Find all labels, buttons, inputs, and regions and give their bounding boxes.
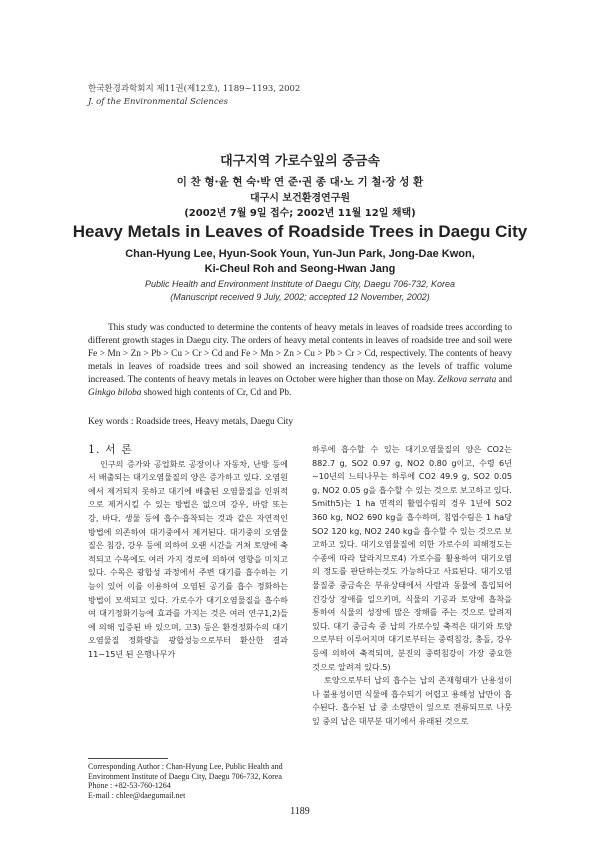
journal-name-en: J. of the Environmental Sciences (88, 97, 229, 107)
authors-english (0, 247, 600, 277)
right-column (312, 443, 512, 728)
keywords: Key words : Roadside trees, Heavy metals, Daegu City (88, 417, 293, 427)
abstract (88, 322, 512, 401)
footnote-rule (88, 758, 168, 759)
species-zelkova: Zelkova serrata (437, 375, 497, 386)
intro-paragraph-1: 인구의 증가와 공업화로 공장이나 자동차, 난방 등에서 배출되는 대기오염물질의 양은 증가하고 있다. 오염원에서 제거되지 못하고 대기에 배출된 오염물질을 인위적으로 제거시킬 수 있는 방법은 없으며 강우, 바람 또는 강, 바다, 생물 등에 흡수·흡착되는 것과 같은 자연적인 방법에 의존하여 대기중에서 제거된다. 대기중의 오염물질은 침강, 강우 등에 의하여 오랜 시간을 거쳐 토양에 축적되고 수목에도 여러 가지 경로에 의하여 영향을 미치고 있다. 수목은 광합성 과정에서 주변 대기를 흡수하는 기능이 있어 이를 이용하여 오염된 공기를 흡수 정화하는 방법이 모색되고 있다. 가로수가 대기오염물질을 흡수하여 대기정화기능에 효과를 가지는 것은 여러 연구1,2)들에 의해 입증된 바 있으며, 고3) 등은 환경정화수의 대기오염물질 정화량을 광합성능으로부터 환산한 결과 11~15년 된 은행나무가 (88, 458, 288, 659)
journal-header (88, 83, 300, 109)
abstract-and: and (496, 375, 513, 386)
left-column (88, 443, 288, 662)
page-number: 1189 (290, 806, 310, 817)
section-heading-introduction: 1. 서 론 (88, 443, 133, 456)
intro-paragraph-1-continued: 하루에 흡수할 수 있는 대기오염물질의 양은 CO2는 882.7 g, SO2 0.97 g, NO2 0.80 g이고, 수령 6년~10년의 느티나무는 하루에 CO2 49.9 g, SO2 0.05 g, NO2 0.05 g을 흡수할 수 있는 것으로 보고하고 있다. Smith5)는 1 ha 면적의 활엽수림의 경우 1년에 SO2 360 kg, NO2 690 kg을 흡수하며, 침엽수림은 1 ha당 SO2 120 kg, NO2 240 kg을 흡수할 수 있는 것으로 보고하고 있다. 대기오염물질에 의한 가로수의 피해정도는 수종에 따라 달라지므로4) 가로수를 활용하여 대기오염의 정도를 판단하는것도 가능하다고 사료된다. 대기오염물질중 중금속은 부유상태에서 사람과 동물에 흡입되어 건강상 장애를 일으키며, 식물의 기공과 토양에 흡착을 통하여 식물의 성장에 많은 장해를 주는 것으로 알려져 있다. 대기 중금속 중 납의 가로수잎 축적은 대기와 토양으로부터 이루어지며 대기로부터는 중력침강, 충돌, 강우 등에 의하여 축적되며, 분진의 중력침강이 가장 중요한 것으로 알려져 있다.5) (312, 444, 512, 672)
affiliation-english (0, 278, 600, 304)
authors-english-line2: Ki-Cheul Roh and Seong-Hwan Jang (204, 263, 396, 275)
authors-korean: 이 찬 형·윤 현 숙·박 연 준·권 종 대·노 기 철·장 성 환 (176, 176, 424, 188)
authors-english-line1: Chan-Hyung Lee, Hyun-Sook Youn, Yun-Jun Park, Jong-Dae Kwon, (125, 248, 475, 260)
species-ginkgo: Ginkgo biloba (88, 388, 142, 399)
abstract-paragraph (88, 322, 512, 401)
abstract-text-2: showed high contents of Cr, Cd and Pb. (141, 388, 292, 399)
footnote-phone: Phone : +82-53-760-1264 (88, 781, 171, 790)
title-english: Heavy Metals in Leaves of Roadside Trees in Daegu City (72, 222, 528, 241)
institution-korean: 대구시 보건환경연구원 (249, 193, 351, 204)
footnote-email: E-mail : chlee@daegumail.net (88, 790, 186, 800)
abstract-text-1: This study was conducted to determine the contents of heavy metals in leaves of roadside trees according to different growth stages in Daegu city. The orders of heavy metal contents in leaves of roadside tree and soil were Fe > Mn > Zn > Pb > Cu > Cr > Cd and Fe > Mn > Zn > Cu > Pb > Cr > Cd, respectively. The contents of heavy metals in leaves of roadside trees and soil showed an increasing tendency as the levels of traffic volume increased. The contents of heavy metals in leaves on October were higher than those on May. (88, 323, 512, 386)
title-korean: 대구지역 가로수잎의 중금속 (220, 154, 380, 169)
received-dates-korean: (2002년 7월 9일 접수; 2002년 11월 12일 채택) (184, 208, 416, 219)
manuscript-dates: (Manuscript received 9 July, 2002; accepted 12 November, 2002) (170, 292, 430, 302)
footnote-author: Corresponding Author : Chan-Hyung Lee, Public Health and Environment Institute of Daegu City, Daegu 706-732, Korea (88, 762, 283, 781)
journal-citation-ko: 한국환경과학회지 제11권(제12호), 1189~1193, 2002 (88, 84, 301, 94)
affiliation-line: Public Health and Environment Institute of Daegu City, Daegu 706-732, Korea (144, 279, 456, 289)
corresponding-author-footnote (88, 762, 288, 800)
intro-paragraph-2: 토양으로부터 납의 흡수는 납의 존재형태가 난용성이나 불용성이면 식물에 흡수되기 어렵고 용해성 납만이 흡수된다. 흡수된 납 중 소량만이 잎으로 전류되므로 나뭇잎 중의 납은 대부분 대기에서 유래된 것으로 (312, 675, 512, 726)
